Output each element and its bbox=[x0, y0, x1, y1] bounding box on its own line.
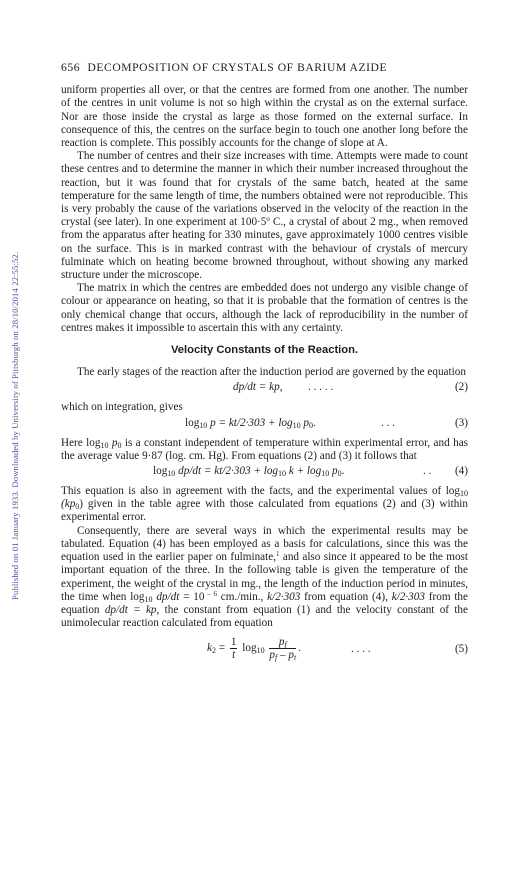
fraction-one-over-t: $\frac{1}{t}$ bbox=[230, 636, 237, 662]
download-notice bbox=[0, 0, 20, 888]
equation-4-expression: $\log_{10} dp/dt = kt/2\cdot 303 + \log_{10} k + \log_{10} p_0$. bbox=[153, 465, 345, 479]
paragraph-3: The matrix in which the centres are embedded does not undergo any visible change of colour or appearance on heating, so that it is probable that the formation of centres is the only chemical change that occurs, although the lack of reproducibility in the number of centres makes it impossible to ascertain this with any certainty. bbox=[61, 282, 468, 334]
paragraph-1: uniform properties all over, or that the centres are formed from one another. The number of the centres in unit volume is not so high within the crystal as on the external surface. Nor are those inside the crystal as large as those formed on the external surface. In consequence of this, the centres on the surface begin to touch one another long before the reaction is complete. This possibly accounts for the change of slope at A. bbox=[61, 84, 468, 150]
equation-3-leader: . . . bbox=[381, 416, 395, 429]
fraction-pf-over-difference: $\frac{p_f}{p_f - p_t}$ bbox=[269, 636, 297, 663]
page-number: 656 bbox=[61, 61, 81, 74]
download-notice-text: Published on 01 January 1933. Downloaded by University of Pittsburgh on 28/10/2014 22:55:52. bbox=[10, 251, 20, 600]
equation-4 bbox=[61, 465, 468, 483]
equation-2-number: (2) bbox=[454, 381, 468, 394]
equation-5-expression: $k_2$ = $\frac{1}{t}$ $\log_{10}$ $\frac{p_f}{p_f - p_t}$ . bbox=[207, 636, 301, 663]
equation-5-number: (5) bbox=[454, 643, 468, 656]
equation-3-number: (3) bbox=[454, 416, 468, 429]
section-heading: Velocity Constants of the Reaction. bbox=[170, 344, 359, 357]
equation-4-leader: . . bbox=[423, 465, 432, 478]
equation-4-number: (4) bbox=[454, 465, 468, 478]
paragraph-2: The number of centres and their size increases with time. Attempts were made to count these centres and to determine the manner in which their number increased throughout the reaction, but it was found that for crystals of the same batch, heated at the same temperature for the same length of time, the numbers obtained were not reproducible. This is very probably the cause of the variations observed in the velocity of the reaction in the crystal (see later). In one experiment at $100\cdot 5^o$ C., a crystal of about 2 mg., when removed from the apparatus after heating for 330 minutes, gave approximately 1000 centres visible on the surface. This is in marked contrast with the behaviour of crystals of mercury fulminate which on heating become browned throughout, without showing any marked structure under the microscope. bbox=[61, 150, 468, 282]
paragraph-8: Consequently, there are several ways in which the experimental results may be tabulated. Equation (4) has been employed as a basis for calculations, since this was the equation used in the earlier paper on fulminate,$^1$ and also since it appeared to be the most important equation of the three. In the following table is given the temperature of the experiment, the weight of the crystal in mg., the length of the induction period in minutes, the time when $\log_{10} dp/dt = 10$ $^{- 6}$ cm./min., k/2·303 from equation (4), k/2·303 from the equation dp/dt = kp, the constant from equation (1) and the velocity constant of the unimolecular reaction calculated from equation bbox=[61, 524, 468, 630]
paragraph-4: The early stages of the reaction after the induction period are governed by the equation bbox=[77, 366, 466, 379]
equation-5 bbox=[61, 636, 468, 664]
equation-3-expression: $\log_{10} p = kt/2\cdot 303 + \log_{10} p_0$. bbox=[185, 416, 316, 430]
equation-2-expression: dp/dt = kp, bbox=[233, 381, 283, 394]
equation-2-leader: . . . . . bbox=[308, 381, 334, 394]
paper-page bbox=[61, 61, 468, 666]
running-title: DECOMPOSITION OF CRYSTALS OF BARIUM AZIDE bbox=[87, 61, 388, 74]
paragraph-5: which on integration, gives bbox=[61, 401, 183, 414]
equation-3 bbox=[61, 417, 468, 435]
paragraph-7: This equation is also in agreement with the facts, and the experimental values of $\log_{10} (kp_0)$ given in the table agree with those calculated from equations (2) and (3) within experimental error. bbox=[61, 485, 468, 524]
equation-2 bbox=[61, 381, 468, 399]
equation-5-leader: . . . . bbox=[351, 643, 371, 656]
paragraph-6: Here $\log_{10} p_0$ is a constant independent of temperature within experimental error, and has the average value 9·87 (log. cm. Hg). From equations (2) and (3) it follows that bbox=[61, 436, 469, 462]
running-head bbox=[61, 61, 468, 74]
